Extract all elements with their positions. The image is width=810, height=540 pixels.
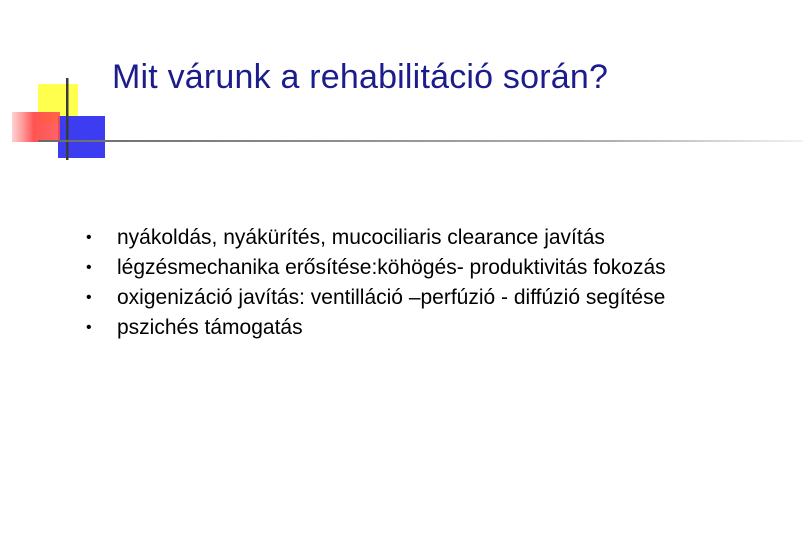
- horizontal-rule: [38, 140, 803, 142]
- red-square: [12, 112, 60, 142]
- bullet-icon: •: [86, 319, 92, 336]
- bullet-text: légzésmechanika erősítése:köhögés- produktivitás fokozás: [117, 256, 666, 279]
- bullet-list: [84, 225, 764, 345]
- slide-title: Mit várunk a rehabilitáció során?: [112, 58, 609, 96]
- list-item: [84, 255, 764, 280]
- vertical-rule: [66, 78, 69, 160]
- bullet-icon: •: [86, 289, 92, 306]
- bullet-icon: •: [86, 259, 92, 276]
- bullet-text: oxigenizáció javítás: ventilláció –perfúzió - diffúzió segítése: [117, 286, 666, 309]
- decorative-squares-logo: [0, 0, 810, 200]
- bullet-text: nyákoldás, nyákürítés, mucociliaris clearance javítás: [117, 226, 605, 249]
- list-item: [84, 315, 764, 340]
- bullet-text: pszichés támogatás: [117, 316, 303, 339]
- bullet-icon: •: [86, 229, 92, 246]
- list-item: [84, 225, 764, 250]
- blue-square: [58, 116, 105, 158]
- list-item: [84, 285, 764, 310]
